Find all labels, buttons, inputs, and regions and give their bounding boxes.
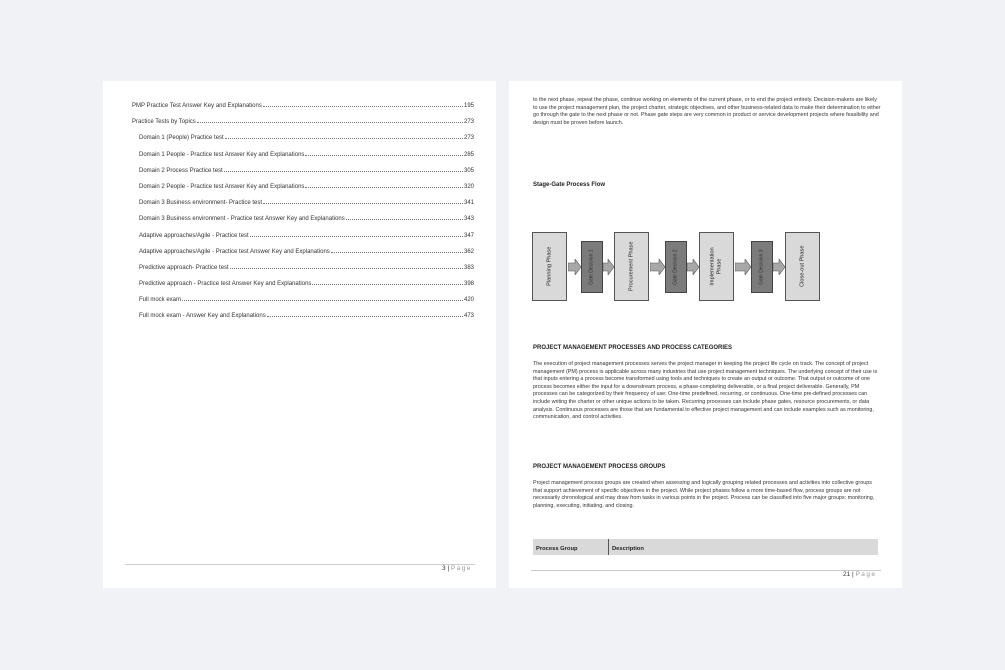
toc-leader-dots [305, 152, 463, 156]
toc-entry-title: Domain 1 (People) Practice test [139, 135, 224, 142]
toc-entry-title: Domain 1 People - Practice test Answer Key and Explanations [139, 151, 305, 158]
toc-entry[interactable] [132, 216, 474, 232]
stage-gate-diagram [532, 231, 822, 303]
toc-leader-dots [331, 249, 463, 253]
toc-leader-dots [182, 297, 463, 301]
toc-leader-dots [312, 281, 463, 285]
toc-entry-page: 273 [463, 119, 474, 126]
toc-entry-title: Practice Tests by Topics [132, 119, 196, 126]
toc-leader-dots [225, 135, 463, 139]
footer-page-label: Page [855, 571, 877, 578]
toc-leader-dots [224, 168, 463, 172]
intro-paragraph: to the next phase, repeat the phase, continue working on elements of the current phase, or to end the project entirely. Decision-makers are likely to use the project management plan, the project charter, strategic objectives, and other business-related data to make their determination to either go through the gate to the next phase or not. Phase gate steps are very common in product or service development projects where feasibility and design must be proven before launch. [533, 97, 881, 126]
toc-entry-page: 383 [463, 264, 474, 271]
arrow-right-icon [650, 259, 665, 275]
page-number: 3 [442, 565, 446, 572]
toc-entry[interactable] [132, 249, 474, 265]
footer-divider [125, 564, 475, 565]
footer-separator: | [852, 571, 854, 578]
toc-leader-dots [305, 184, 463, 188]
toc-entry-title: Domain 2 People - Practice test Answer Key and Explanations [139, 183, 305, 190]
phase-box-implementation [699, 232, 734, 301]
toc-entry[interactable] [132, 200, 474, 216]
arrow-right-icon [603, 259, 614, 275]
toc-entry[interactable] [132, 184, 474, 200]
toc-entry[interactable] [132, 233, 474, 249]
toc-entry-title: Domain 2 Process Practice test [139, 167, 223, 174]
toc-entry[interactable] [132, 313, 474, 329]
toc-entry[interactable] [132, 119, 474, 135]
footer-divider [531, 570, 881, 571]
phase-label: Implementation Phase [710, 247, 723, 286]
arrow-right-icon [735, 259, 751, 275]
table-header-row [533, 539, 878, 555]
footer-page-label: Page [450, 565, 472, 572]
table-header-process-group: Process Group [533, 539, 609, 555]
toc-entry[interactable] [132, 297, 474, 313]
toc-entry[interactable] [132, 265, 474, 281]
gate-box-2 [665, 241, 687, 293]
toc-entry-page: 273 [463, 135, 474, 142]
section-heading-process-groups: PROJECT MANAGEMENT PROCESS GROUPS [533, 464, 666, 470]
phase-label: Planning Phase [546, 246, 553, 287]
page-footer [843, 571, 876, 578]
toc-page [103, 81, 496, 588]
section-paragraph-processes: The execution of project management processes serves the project manager in keeping the project life cycle on track. The concept of project management (PM) process is applicable across many industries that use project management techniques. The underlying concept of their use is that inputs entering a process become transformed using tools and techniques to create an output or outcome. That output or outcome of one process becomes either the input for a downstream process, a phase-completing deliverable, or a final project deliverable. Generally, PM processes can be categorized by their frequency of use: One-time predefined, recurring, or continuous. One-time pre-defined processes can include writing the charter or other unique actions to be taken. Recurring processes can include phase gates, resource procurements, or data analysis. Continuous processes are those that are fundamental to effective project management and can include examples such as monitoring, communication, and control activities. [533, 361, 878, 421]
toc-entry-title: Domain 3 Business environment- Practice test [139, 200, 263, 207]
phase-box-planning [532, 232, 567, 301]
arrow-right-icon [687, 259, 699, 275]
toc-leader-dots [197, 119, 463, 123]
toc-entry-page: 347 [463, 232, 474, 239]
toc-entry-page: 362 [463, 248, 474, 255]
toc-entry-page: 343 [463, 216, 474, 223]
page-number: 21 [843, 571, 851, 578]
toc-entry-page: 195 [463, 103, 474, 109]
toc-leader-dots [346, 216, 463, 220]
phase-label: Procurement Phase [628, 241, 635, 292]
gate-label: Gate Decision 3 [758, 249, 765, 285]
phase-label: Close-out Phase [799, 245, 806, 288]
toc-leader-dots [250, 233, 463, 237]
content-page [509, 81, 902, 588]
toc-entry-page: 285 [463, 151, 474, 158]
table-header-description: Description [612, 546, 644, 552]
toc-entry-title: Full mock exam [139, 297, 182, 304]
toc-entry[interactable] [132, 152, 474, 168]
table-of-contents [132, 103, 474, 330]
gate-box-3 [751, 241, 773, 293]
phase-box-closeout [785, 232, 820, 301]
toc-entry[interactable] [132, 281, 474, 297]
toc-entry-page: 398 [463, 281, 474, 288]
phase-box-procurement [614, 232, 649, 301]
toc-entry-page: 341 [463, 200, 474, 207]
toc-leader-dots [267, 313, 463, 317]
toc-entry-title: Adaptive approaches/Agile - Practice test Answer Key and Explanations [139, 248, 330, 255]
arrow-right-icon [568, 259, 581, 275]
toc-entry-page: 420 [463, 297, 474, 304]
toc-entry[interactable] [132, 103, 474, 119]
toc-entry-page: 320 [463, 183, 474, 190]
toc-entry-page: 305 [463, 167, 474, 174]
toc-entry-title: Full mock exam - Answer Key and Explanations [139, 313, 266, 320]
toc-entry[interactable] [132, 135, 474, 151]
arrow-right-icon [773, 259, 785, 275]
toc-leader-dots [230, 265, 463, 269]
footer-separator: | [447, 565, 450, 572]
toc-entry-title: PMP Practice Test Answer Key and Explanations [132, 103, 262, 109]
gate-label: Gate Decision 1 [588, 249, 595, 285]
toc-entry[interactable] [132, 168, 474, 184]
toc-leader-dots [263, 103, 463, 107]
toc-entry-page: 473 [463, 313, 474, 320]
toc-leader-dots [263, 200, 463, 204]
gate-box-1 [581, 241, 603, 293]
toc-entry-title: Domain 3 Business environment - Practice test Answer Key and Explanations [139, 216, 345, 223]
toc-entry-title: Adaptive approaches/Agile - Practice test [139, 232, 249, 239]
section-heading-processes: PROJECT MANAGEMENT PROCESSES AND PROCESS CATEGORIES [533, 345, 733, 351]
section-paragraph-process-groups: Project management process groups are created when assessing and logically grouping related processes and activities into collective groups that support achievement of specific objectives in the project. While project phases follow a more time-based flow, process groups are not necessarily chronological and may draw from tasks in various points in the project. Process can be classified into five major groups: monitoring, planning, executing, initiating, and closing. [533, 480, 875, 509]
toc-entry-title: Predictive approach- Practice test [139, 264, 229, 271]
toc-entry-title: Predictive approach - Practice test Answer Key and Explanations [139, 281, 312, 288]
diagram-heading: Stage-Gate Process Flow [533, 182, 606, 188]
page-footer [442, 565, 472, 572]
gate-label: Gate Decision 2 [672, 249, 679, 285]
